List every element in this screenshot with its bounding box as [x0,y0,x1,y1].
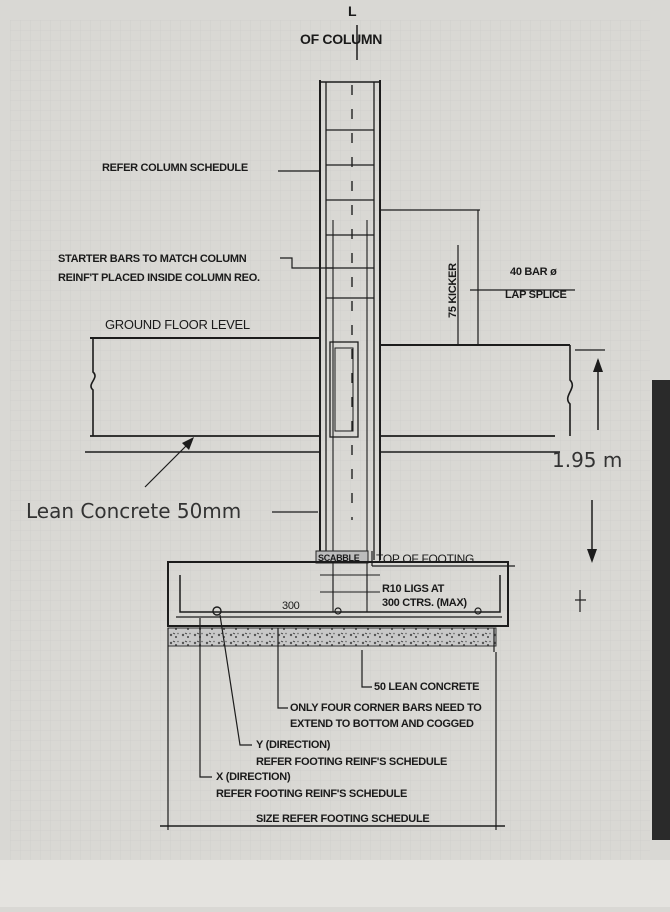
r10-ligs-line2: 300 CTRS. (MAX) [382,597,467,609]
bar-lap-label: 40 BAR ø [510,266,557,278]
y-direction-label: Y (DIRECTION) [256,739,331,751]
y-direction-ref: REFER FOOTING REINF'S SCHEDULE [256,756,448,768]
x-direction-ref: REFER FOOTING REINF'S SCHEDULE [216,788,408,800]
corner-bars-line2: EXTEND TO BOTTOM AND COGGED [290,718,474,730]
size-refer-label: SIZE REFER FOOTING SCHEDULE [256,813,430,825]
dim-300-label: 300 [282,600,300,612]
x-direction-label: X (DIRECTION) [216,771,291,783]
refer-column-label: REFER COLUMN SCHEDULE [102,162,248,174]
ground-floor-label: GROUND FLOOR LEVEL [105,317,250,332]
starter-bars-line1: STARTER BARS TO MATCH COLUMN [58,253,247,265]
lean-50-label: 50 LEAN CONCRETE [374,681,480,693]
scabble-label: SCABBLE [318,553,360,563]
screen-edge [652,380,670,840]
bottom-margin [0,860,670,907]
lean-concrete-note: Lean Concrete 50mm [26,499,242,523]
starter-bars-line2: REINF'T PLACED INSIDE COLUMN REO. [58,272,260,284]
kicker-label: 75 KICKER [447,263,459,318]
lean-concrete-layer [168,628,496,646]
r10-ligs-line1: R10 LIGS AT [382,583,445,595]
column-title: OF COLUMN [300,31,383,47]
top-of-footing-label: TOP OF FOOTING [376,552,475,566]
lap-splice-label: LAP SPLICE [505,289,567,301]
corner-bars-line1: ONLY FOUR CORNER BARS NEED TO [290,702,482,714]
centerline-symbol: L [348,3,357,19]
height-dimension-label: 1.95 m [552,448,623,472]
